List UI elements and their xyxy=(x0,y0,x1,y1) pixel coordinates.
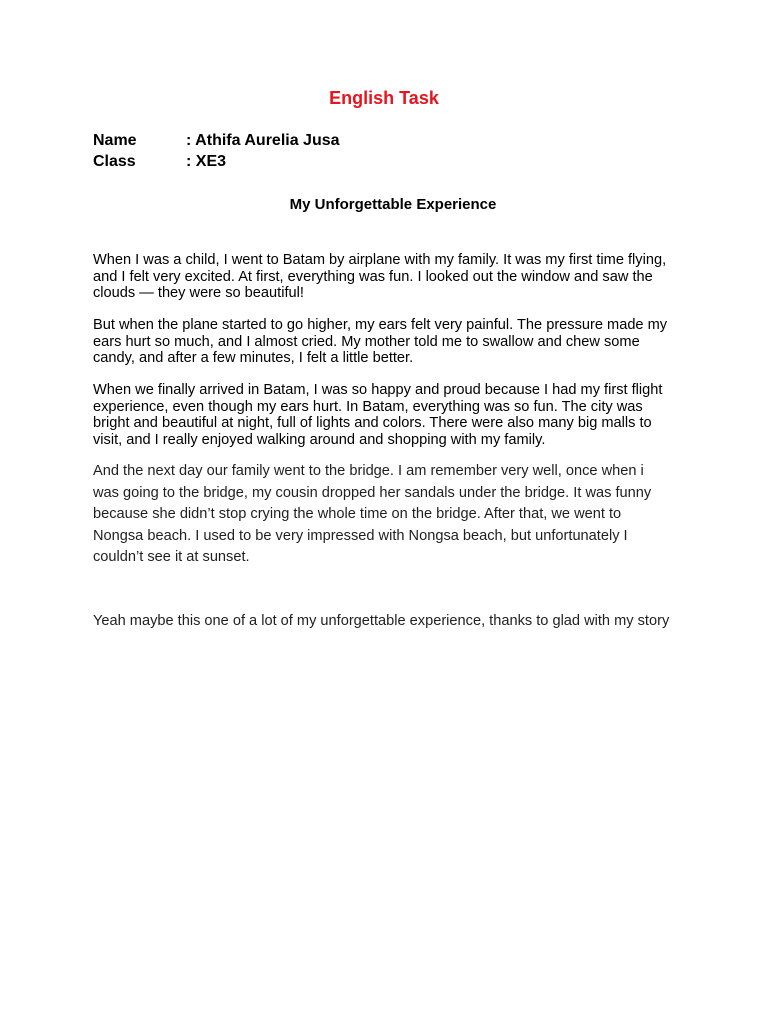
paragraph-4: And the next day our family went to the bridge. I am remember very well, once when i was going to the bridge, my cousin dropped her sandals under the bridge. It was funny because she didn’t stop crying the whole time on the bridge. After that, we went to Nongsa beach. I used to be very impressed with Nongsa beach, but unfortunately I couldn’t see it at sunset. xyxy=(93,463,652,566)
paragraph-3: When we finally arrived in Batam, I was so happy and proud because I had my first flight experience, even though my ears hurt. In Batam, everything was so fun. The city was bright and beautiful at night, full of lights and colors. There were also many big malls to visit, and I really enjoyed walking around and shopping with my family. xyxy=(93,382,663,448)
document-title: English Task xyxy=(329,88,439,108)
paragraph-1: When I was a child, I went to Batam by airplane with my family. It was my first time flying, and I felt very excited. At first, everything was fun. I looked out the window and saw the clouds — they were so beautiful! xyxy=(93,252,667,301)
essay-title: My Unforgettable Experience xyxy=(289,196,497,213)
class-value: : XE3 xyxy=(186,153,227,170)
name-label: Name xyxy=(93,132,137,149)
name-row xyxy=(93,131,340,151)
paragraph-5: Yeah maybe this one of a lot of my unforgettable experience, thanks to glad with my story xyxy=(93,613,670,629)
paragraph-2: But when the plane started to go higher, my ears felt very painful. The pressure made my ears hurt so much, and I almost cried. My mother told me to swallow and chew some candy, and after a few minutes, I felt a little better. xyxy=(93,317,668,366)
class-row xyxy=(93,152,226,172)
class-label: Class xyxy=(93,153,136,170)
name-value: : Athifa Aurelia Jusa xyxy=(186,132,340,149)
